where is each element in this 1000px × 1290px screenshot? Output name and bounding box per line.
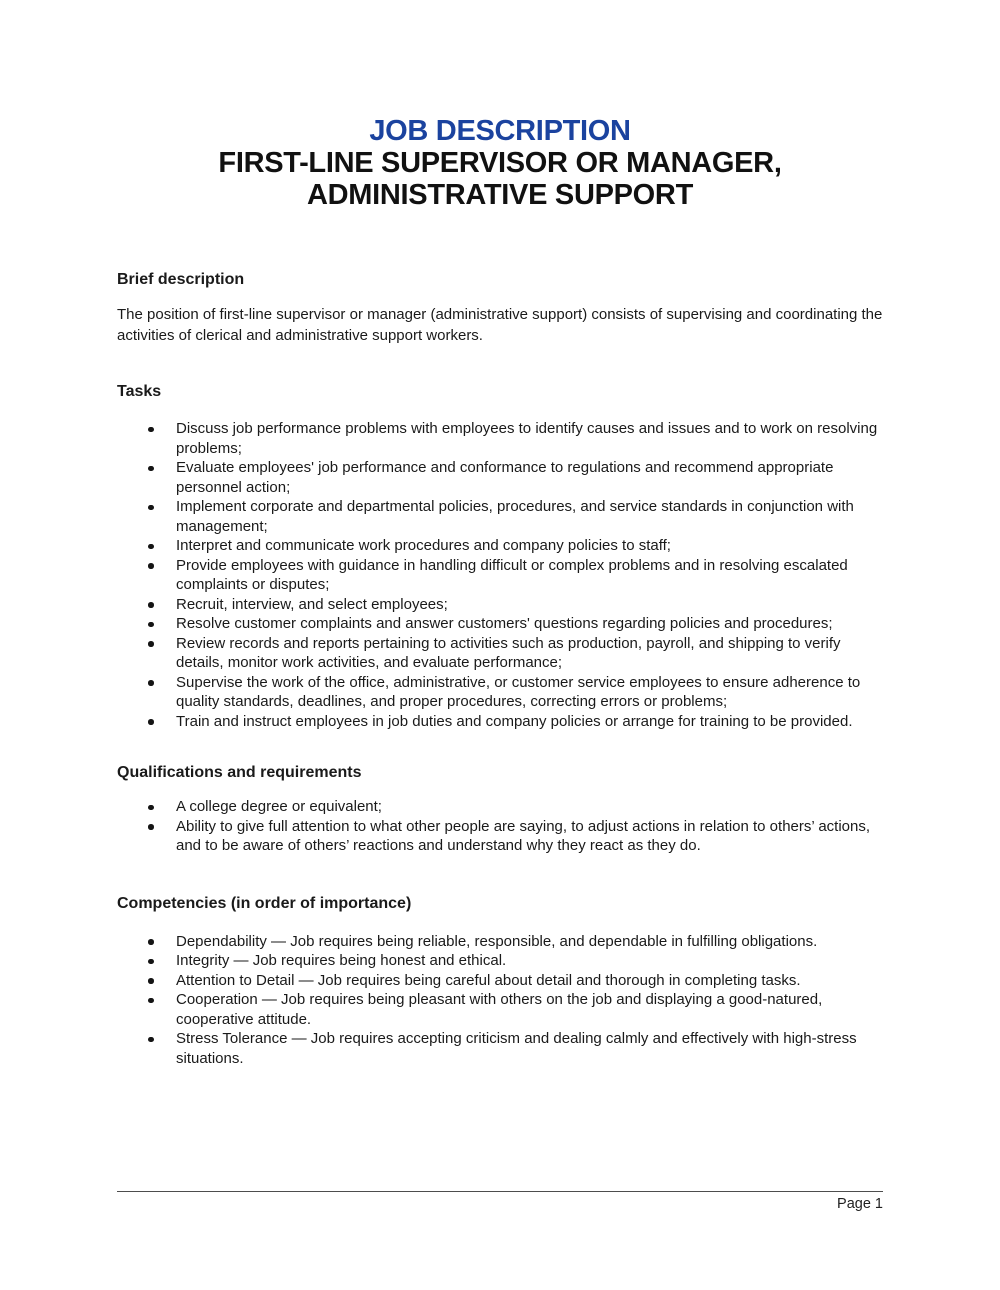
task-item: Provide employees with guidance in handling difficult or complex problems and in resolving escalated complaints or disputes; (117, 556, 889, 595)
tasks-list (117, 419, 883, 731)
task-item: Review records and reports pertaining to activities such as production, payroll, and shipping to verify details, monitor work activities, and evaluate performance; (117, 634, 889, 673)
task-item: Train and instruct employees in job duties and company policies or arrange for training to be provided. (117, 712, 889, 732)
brief-description-heading: Brief description (117, 271, 245, 288)
qualification-item: A college degree or equivalent; (117, 797, 889, 817)
competency-item: Dependability — Job requires being reliable, responsible, and dependable in fulfilling obligations. (117, 932, 889, 952)
doc-type-heading: JOB DESCRIPTION (369, 115, 631, 147)
section-brief-description (117, 270, 883, 346)
page-number: Page 1 (837, 1196, 883, 1212)
section-qualifications (117, 763, 883, 856)
qualification-item: Ability to give full attention to what other people are saying, to adjust actions in relation to others’ actions, and to be aware of others’ reactions and understand why they react as they do. (117, 817, 889, 856)
competency-item: Cooperation — Job requires being pleasant with others on the job and displaying a good-natured, cooperative attitude. (117, 990, 889, 1029)
task-item: Resolve customer complaints and answer customers' questions regarding policies and procedures; (117, 614, 889, 634)
task-item: Recruit, interview, and select employees; (117, 595, 889, 615)
qualifications-heading: Qualifications and requirements (117, 764, 362, 781)
competencies-heading: Competencies (in order of importance) (117, 894, 412, 912)
document-title-block (117, 0, 883, 211)
competency-item: Stress Tolerance — Job requires accepting criticism and dealing calmly and effectively with high-stress situations. (117, 1029, 889, 1068)
tasks-heading: Tasks (117, 383, 162, 400)
brief-description-text: The position of first-line supervisor or manager (administrative support) consists of supervising and coordinating the activities of clerical and administrative support workers. (117, 306, 883, 344)
task-item: Supervise the work of the office, administrative, or customer service employees to ensure adherence to quality standards, deadlines, and proper procedures, correcting errors or problems; (117, 673, 889, 712)
task-item: Implement corporate and departmental policies, procedures, and service standards in conjunction with management; (117, 497, 889, 536)
task-item: Discuss job performance problems with employees to identify causes and issues and to work on resolving problems; (117, 419, 889, 458)
task-item: Interpret and communicate work procedures and company policies to staff; (117, 536, 889, 556)
section-tasks (117, 382, 883, 731)
competencies-list (117, 932, 883, 1069)
position-title-line-1: FIRST-LINE SUPERVISOR OR MANAGER, (218, 147, 782, 179)
competency-item: Attention to Detail — Job requires being careful about detail and thorough in completing tasks. (117, 971, 889, 991)
page-footer (117, 1191, 883, 1213)
competency-item: Integrity — Job requires being honest and ethical. (117, 951, 889, 971)
position-title-line-2: ADMINISTRATIVE SUPPORT (307, 179, 693, 211)
qualifications-list (117, 797, 883, 856)
section-competencies (117, 894, 883, 1069)
task-item: Evaluate employees' job performance and conformance to regulations and recommend appropriate personnel action; (117, 458, 889, 497)
